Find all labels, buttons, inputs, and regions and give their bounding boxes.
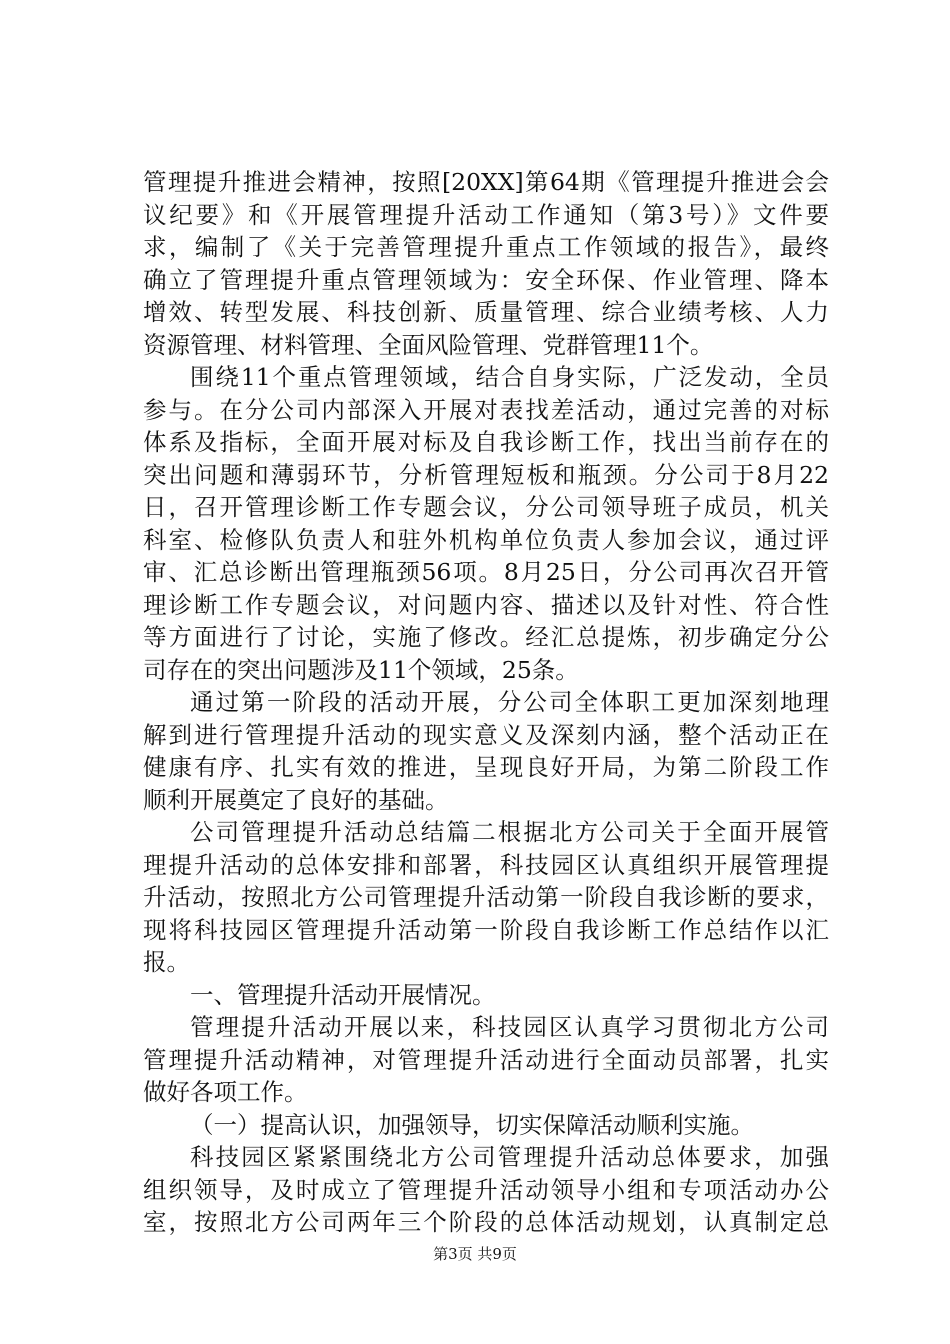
- text-line: 一、管理提升活动开展情况。: [190, 980, 496, 1009]
- text-line: 管理提升推进会精神，按照[20XX]第64期《管理提升推进会会: [143, 168, 829, 196]
- text-line: 理提升活动的总体安排和部署，科技园区认真组织开展管理提: [143, 850, 829, 879]
- text-line: 解到进行管理提升活动的现实意义及深刻内涵，整个活动正在: [143, 720, 829, 749]
- text-line: 健康有序、扎实有效的推进，呈现良好开局，为第二阶段工作: [143, 753, 829, 781]
- text-line: （一）提高认识，加强领导，切实保障活动顺利实施。: [190, 1110, 754, 1139]
- text-line: 资源管理、材料管理、全面风险管理、党群管理11个。: [143, 330, 714, 359]
- text-line: 顺利开展奠定了良好的基础。: [143, 785, 449, 814]
- text-line: 通过第一阶段的活动开展，分公司全体职工更加深刻地理: [190, 688, 829, 716]
- text-line: 报。: [143, 948, 190, 976]
- text-line: 司存在的突出问题涉及11个领域，25条。: [143, 655, 579, 684]
- text-line: 体系及指标，全面开展对标及自我诊断工作，找出当前存在的: [143, 428, 829, 456]
- text-line: 科室、检修队负责人和驻外机构单位负责人参加会议，通过评: [143, 525, 829, 554]
- text-line: 做好各项工作。: [143, 1078, 308, 1106]
- text-line: 公司管理提升活动总结篇二根据北方公司关于全面开展管: [190, 818, 829, 846]
- text-line: 升活动，按照北方公司管理提升活动第一阶段自我诊断的要求，: [143, 883, 829, 911]
- text-line: 参与。在分公司内部深入开展对表找差活动，通过完善的对标: [143, 395, 829, 424]
- text-line: 确立了管理提升重点管理领域为：安全环保、作业管理、降本: [143, 265, 829, 294]
- text-line: 组织领导，及时成立了管理提升活动领导小组和专项活动办公: [143, 1175, 829, 1204]
- text-line: 等方面进行了讨论，实施了修改。经汇总提炼，初步确定分公: [143, 623, 829, 651]
- text-line: 日，召开管理诊断工作专题会议，分公司领导班子成员，机关: [143, 493, 829, 521]
- page-number-footer: 第3页 共9页: [433, 1245, 517, 1263]
- text-line: 现将科技园区管理提升活动第一阶段自我诊断工作总结作以汇: [143, 915, 829, 944]
- text-line: 增效、转型发展、科技创新、质量管理、综合业绩考核、人力: [143, 298, 829, 326]
- text-line: 突出问题和薄弱环节，分析管理短板和瓶颈。分公司于8月22: [143, 460, 829, 489]
- text-line: 理诊断工作专题会议，对问题内容、描述以及针对性、符合性: [143, 590, 829, 619]
- text-line: 围绕11个重点管理领域，结合自身实际，广泛发动，全员: [190, 363, 829, 391]
- text-line: 求，编制了《关于完善管理提升重点工作领域的报告》，最终: [143, 233, 829, 261]
- document-body: [143, 166, 829, 1239]
- text-line: 管理提升活动精神，对管理提升活动进行全面动员部署，扎实: [143, 1045, 829, 1074]
- text-line: 审、汇总诊断出管理瓶颈56项。8月25日，分公司再次召开管: [143, 558, 829, 586]
- text-line: 管理提升活动开展以来，科技园区认真学习贯彻北方公司: [190, 1013, 829, 1041]
- text-line: 科技园区紧紧围绕北方公司管理提升活动总体要求，加强: [190, 1143, 829, 1171]
- text-line: 议纪要》和《开展管理提升活动工作通知（第3号）》文件要: [143, 200, 829, 229]
- text-line: 室，按照北方公司两年三个阶段的总体活动规划，认真制定总: [143, 1208, 829, 1236]
